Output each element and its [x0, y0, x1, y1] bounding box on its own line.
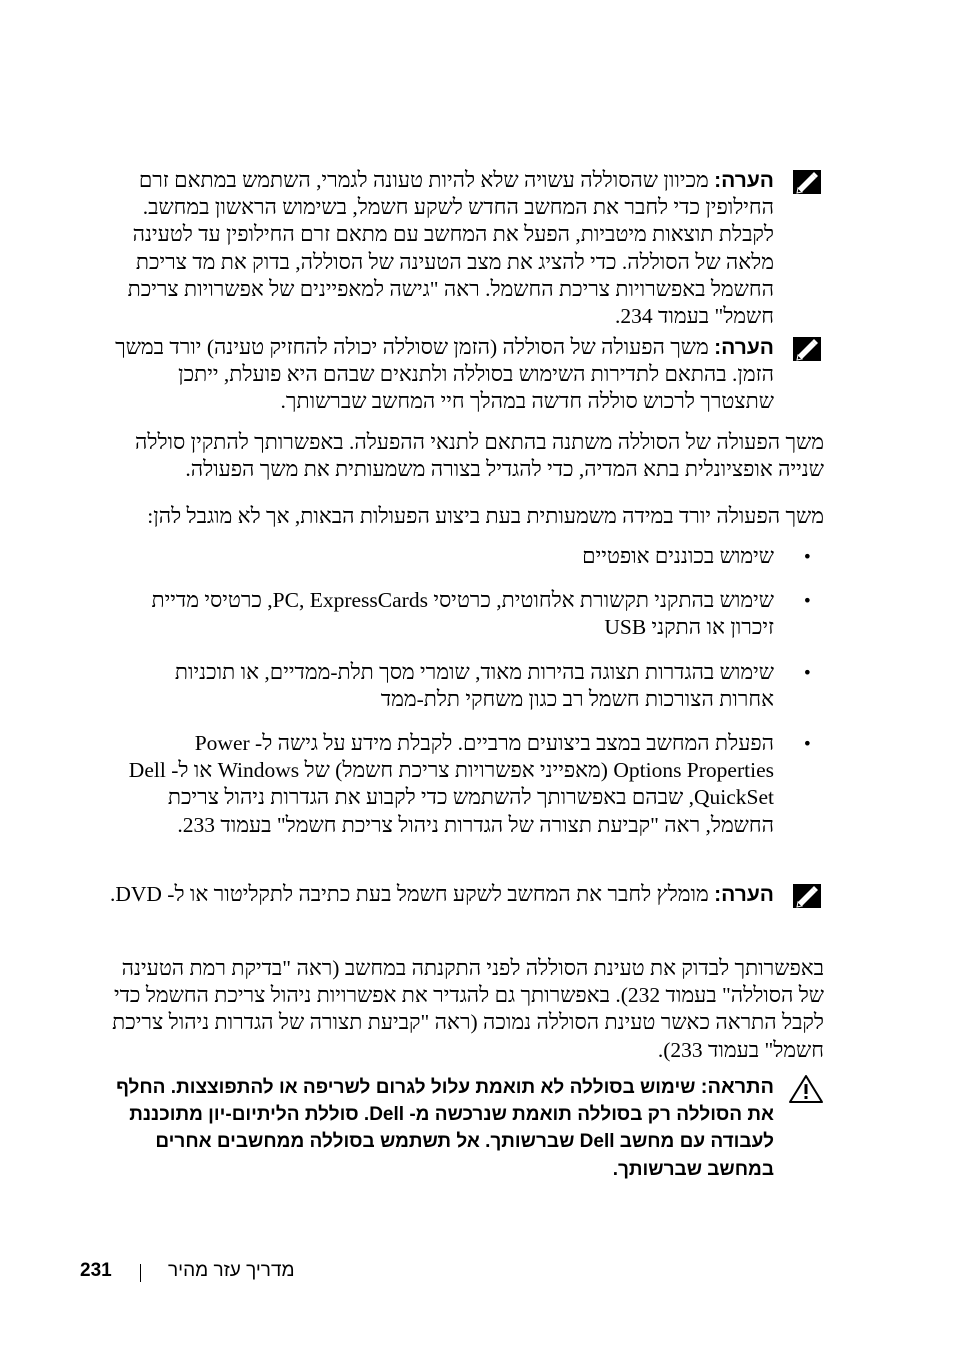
note-block: [107, 334, 822, 416]
note-block: [107, 167, 822, 330]
footer-divider: [140, 1264, 141, 1282]
note-label: הערה:: [714, 883, 774, 906]
note-pencil-icon: [792, 883, 822, 909]
footer-title: מדריך עזר מהיר: [168, 1260, 295, 1281]
note-block: [107, 881, 822, 908]
body-paragraph: משך הפעולה יורד במידה משמעותית בעת ביצוע הפעולות הבאות, אך לא מוגבל להן:: [147, 504, 824, 528]
note-text: מכיוון שהסוללה עשויה שלא להיות טעונה לגמרי, השתמש במתאם זרם החילופין כדי לחבר את המחשב החדש לשקע חשמל, בשימוש הראשון במחשב. לקבלת תוצאות מיטביות, הפעל את המחשב עם מתאם זרם החילופין עד לטעינה מלאה של הסוללה. כדי להציג את מצב הטעינה של הסוללה, בדוק את מד צריכת החשמל באפשרויות צריכת החשמל. ראה "גישה למאפיינים של אפשרויות צריכת חשמל" בעמוד 234.: [127, 168, 774, 329]
note-label: הערה:: [714, 336, 774, 359]
list-item: • שימוש בהתקני תקשורת אלחוטית, כרטיסי PC, ExpressCards, כרטיסי מדיית זיכרון או התקני USB: [124, 587, 824, 641]
page-number: 231: [80, 1260, 112, 1281]
list-item: • שימוש בהגדרות תצוגה בהירות מאוד, שומרי מסך תלת-ממדיים, או תוכניות אחרות הצורכות חשמל רב כגון משחקי תלת-ממד: [124, 659, 824, 713]
page-footer: [80, 1260, 320, 1286]
note-pencil-icon: [792, 169, 822, 195]
body-paragraph: באפשרותך לבדוק את טעינת הסוללה לפני התקנתה במחשב (ראה "בדיקת רמת הטעינה של הסוללה" בעמוד 232). באפשרותך גם להגדיר את אפשרויות ניהול צריכת החשמל כדי לקבל התראה כאשר טעינת הסוללה נמוכה (ראה "קביעת תצורה של הגדרות ניהול צריכת חשמל" בעמוד 233).: [112, 956, 824, 1062]
list-item: • שימוש בכוננים אופטיים: [124, 543, 824, 570]
list-item: • הפעלת המחשב במצב ביצועים מרביים. לקבלת מידע על גישה ל- Power Options Properties (מאפייני אפשרויות צריכת חשמל) של Windows או ל- Dell QuickSet, שבהם באפשרותך להשתמש כדי לקבוע את הגדרות ניהול צריכת החשמל, ראה "קביעת תצורה של הגדרות ניהול צריכת חשמל" בעמוד 233.: [124, 730, 824, 839]
warning-text: שימוש בסוללה לא תואמת עלול לגרום לשריפה או להתפוצצות. החלף את הסוללה רק בסוללה תואמת שנרכשה מ- Dell. סוללת הליתיום-יון מתוכננת לעבודה עם מחשב Dell שברשותך. אל תשתמש בסוללה ממחשבים אחרים במחשב שברשותך.: [116, 1077, 774, 1180]
note-text: מומלץ לחבר את המחשב לשקע חשמל בעת כתיבה לתקליטור או ל- DVD.: [109, 882, 709, 906]
bullet-list: [124, 543, 824, 856]
note-text: משך הפעולה של הסוללה (הזמן שסוללה יכולה להחזיק טעינה) יורד במשך הזמן. בהתאם לתדירות השימוש בסוללה ולתנאים שבהם היא פועלת, ייתכן שתצטרך לרכוש סוללה חדשה במהלך חיי המחשב שברשותך.: [115, 335, 774, 414]
note-pencil-icon: [792, 336, 822, 362]
warning-triangle-icon: [788, 1074, 824, 1104]
body-paragraph: משך הפעולה של הסוללה משתנה בהתאם לתנאי ההפעלה. באפשרותך להתקין סוללה שנייה אופציונלית בתא המדיה, כדי להגדיל בצורה משמעותית את משך הפעולה.: [135, 430, 824, 482]
warning-block: [104, 1074, 824, 1183]
note-label: הערה:: [714, 169, 774, 192]
warning-label: התראה:: [700, 1076, 774, 1098]
